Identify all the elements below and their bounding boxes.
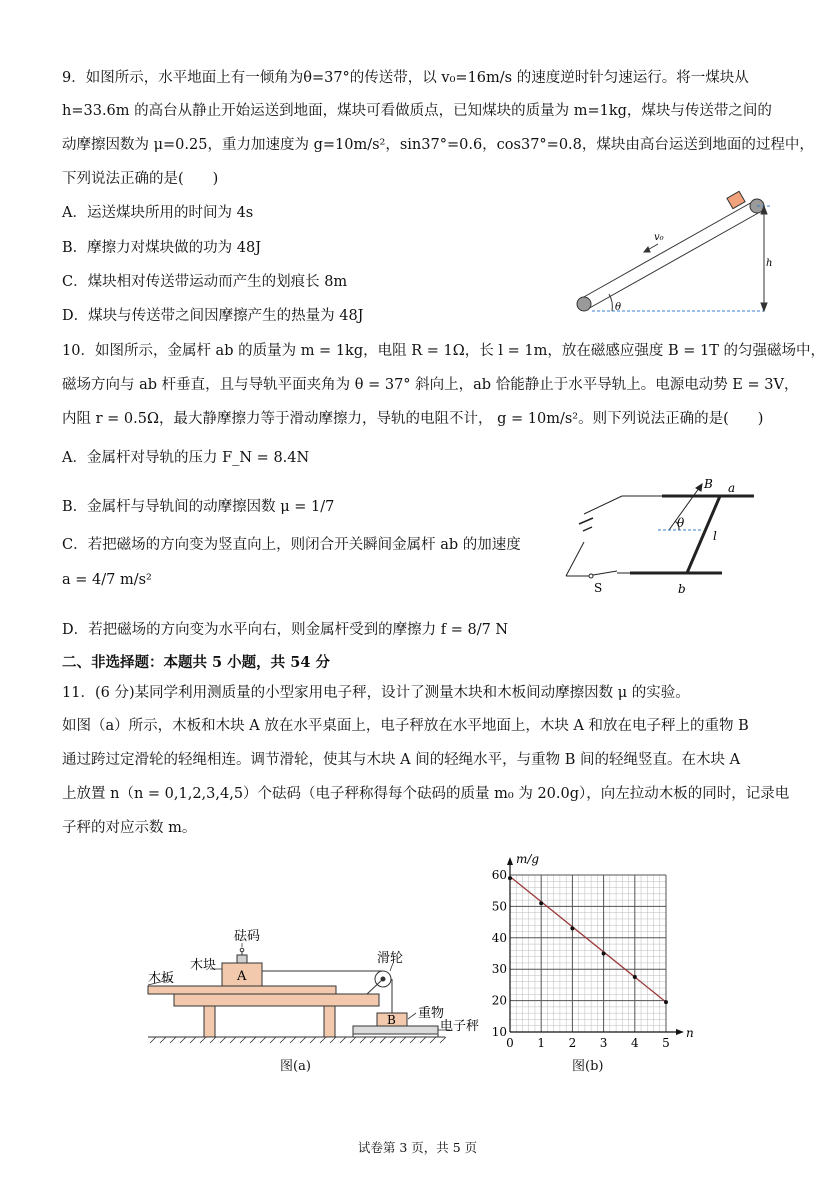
q10-option-b: B．金属杆与导轨间的动摩擦因数 μ = 1/7: [62, 499, 335, 515]
x-tick-label: 2: [568, 1036, 577, 1050]
heavy-label: 重物: [418, 1006, 445, 1021]
x-tick-label: 3: [599, 1036, 608, 1050]
x-tick-label: 5: [662, 1036, 670, 1050]
rod-end-b-label: b: [678, 582, 686, 596]
board: [148, 986, 336, 994]
q10-option-c-value: a = 4/7 m/s²: [62, 572, 152, 588]
field-label: B: [704, 477, 713, 491]
table-leg-right: [324, 1006, 335, 1037]
y-tick-label: 60: [491, 868, 507, 882]
data-point: [539, 901, 543, 905]
q11-line3: 通过跨过定滑轮的轻绳相连。调节滑轮，使其与木块 A 间的轻绳水平，与重物 B 间的轻绳竖直。在木块 A: [62, 752, 741, 768]
q11-line4: 上放置 n（n = 0,1,2,3,4,5）个砝码（电子秤称得每个砝码的质量 m₀ 为 20.0g），向左拉动木板的同时，记录电: [62, 786, 790, 802]
q10-option-c: C．若把磁场的方向变为竖直向上，则闭合开关瞬间金属杆 ab 的加速度: [62, 537, 521, 553]
block-b-label: B: [387, 1013, 396, 1027]
data-point: [664, 1000, 668, 1004]
board-label: 木板: [148, 971, 175, 986]
y-tick-label: 30: [491, 962, 507, 977]
q9-line2: h=33.6m 的高台从静止开始运送到地面，煤块可看做质点，已知煤块的质量为 m=1kg，煤块与传送带之间的: [62, 103, 772, 119]
apparatus-figure: [140, 925, 485, 1050]
rod-end-a-label: a: [728, 481, 736, 495]
section-heading: 二、非选择题：本题共 5 小题，共 54 分: [62, 654, 330, 671]
bottom-roller: [577, 297, 591, 311]
weight-label: 砝码: [234, 929, 261, 944]
data-point: [633, 975, 637, 979]
y-tick-label: 40: [491, 930, 507, 945]
y-tick-label: 10: [491, 1025, 507, 1039]
angle-label: θ: [677, 516, 685, 530]
y-tick-label: 20: [491, 993, 507, 1008]
q9-option-d: D．煤块与传送带之间因摩擦产生的热量为 48J: [62, 308, 364, 324]
table-top: [174, 994, 379, 1006]
q10-line3: 内阻 r = 0.5Ω，最大静摩擦力等于滑动摩擦力，导轨的电阻不计， g = 10m/s²。则下列说法正确的是( ): [62, 411, 764, 427]
x-tick-label: 0: [506, 1036, 514, 1050]
q9-line1: 9．如图所示，水平地面上有一倾角为θ=37°的传送带，以 v₀=16m/s 的速度逆时针匀速运行。将一煤块从: [62, 70, 749, 86]
switch-blade: [593, 571, 617, 575]
data-point: [602, 952, 606, 956]
q11-line2: 如图（a）所示，木板和木块 A 放在水平桌面上，电子秤放在水平地面上，木块 A 和放在电子秤上的重物 B: [62, 718, 749, 734]
fit-line: [510, 877, 666, 1003]
x-axis-label: n: [686, 1026, 694, 1040]
x-axis-arrow: [676, 1029, 684, 1035]
switch-label: S: [594, 581, 603, 595]
q10-line2: 磁场方向与 ab 杆垂直，且与导轨平面夹角为 θ = 37° 斜向上，ab 恰能静止于水平导轨上。电源电动势 E = 3V，: [62, 377, 799, 393]
velocity-label: v₀: [654, 232, 664, 243]
table-leg-left: [204, 1006, 215, 1037]
y-tick-label: 50: [491, 899, 507, 914]
q9-option-b: B．摩擦力对煤块做的功为 48J: [62, 240, 262, 256]
switch-pivot: [589, 574, 593, 578]
q11-line1: 11．(6 分)某同学利用测质量的小型家用电子秤，设计了测量木块和木板间动摩擦因数 μ 的实验。: [62, 685, 690, 701]
y-axis-arrow: [507, 857, 513, 865]
battery-plate-long: [579, 518, 593, 524]
x-tick-label: 1: [537, 1036, 546, 1050]
block-a-label: A: [237, 969, 247, 984]
height-label: h: [766, 258, 773, 269]
electronic-scale: [353, 1026, 438, 1034]
length-label: l: [713, 529, 717, 543]
belt-upper-edge: [586, 212, 760, 310]
data-point: [508, 876, 512, 880]
mass-vs-n-chart: [484, 850, 694, 1055]
conveyor-belt-figure: [568, 188, 788, 318]
q10-option-d: D．若把磁场的方向变为水平向右，则金属杆受到的摩擦力 f = 8/7 N: [62, 622, 509, 638]
q9-line3: 动摩擦因数为 μ=0.25，重力加速度为 g=10m/s²，sin37°=0.6，cos37°=0.8，煤块由高台运送到地面的过程中，: [62, 137, 814, 153]
scale-label: 电子秤: [440, 1019, 480, 1034]
ground-hatch: [150, 1037, 446, 1043]
field-line-b: [669, 484, 702, 530]
data-point: [570, 926, 574, 930]
coal-block: [727, 191, 745, 208]
x-tick-label: 4: [630, 1036, 639, 1050]
pulley-label: 滑轮: [377, 951, 404, 966]
q9-line4: 下列说法正确的是( ): [62, 171, 219, 187]
angle-label: θ: [615, 302, 622, 313]
weight: [237, 955, 247, 963]
y-axis-label: m/g: [516, 852, 540, 866]
block-label: 木块: [190, 958, 217, 973]
q10-option-a: A．金属杆对导轨的压力 F_N = 8.4N: [62, 450, 310, 466]
figure-b-caption: 图(b): [572, 1059, 604, 1074]
page-footer: 试卷第 3 页，共 5 页: [357, 1140, 478, 1155]
battery-plate-short: [583, 527, 592, 531]
figure-a-caption: 图(a): [280, 1059, 311, 1074]
belt-lower-edge: [582, 201, 754, 298]
q9-option-c: C．煤块相对传送带运动而产生的划痕长 8m: [62, 274, 348, 290]
rail-circuit-figure: [562, 476, 767, 598]
q11-line5: 子秤的对应示数 m。: [62, 820, 197, 836]
q9-option-a: A．运送煤块所用的时间为 4s: [62, 205, 254, 221]
q10-line1: 10．如图所示，金属杆 ab 的质量为 m = 1kg，电阻 R = 1Ω，长 l = 1m，放在磁感应强度 B = 1T 的匀强磁场中，: [62, 343, 825, 359]
